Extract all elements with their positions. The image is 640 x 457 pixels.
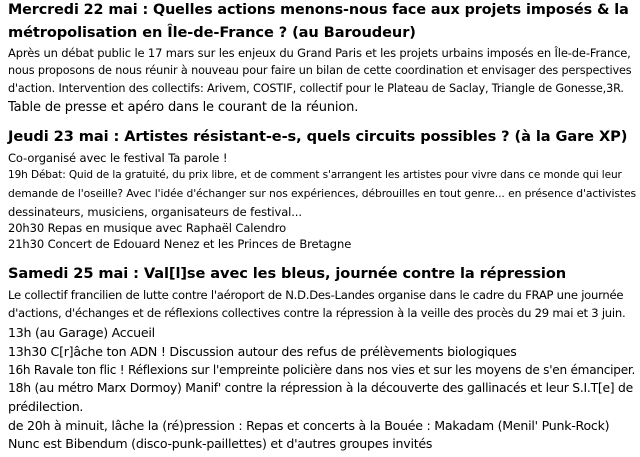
paragraph-line: d'action. Intervention des collectifs: Arivem, COSTIF, collectif pour le Plateau de Saclay, Triangle de Gonesse,3R.: [8, 82, 624, 95]
paragraph-line: dessinateurs, musiciens, organisateurs de festival...: [8, 205, 302, 219]
paragraph-line: 16h Ravale ton flic ! Réflexions sur l'empreinte policière dans nos vies et sur les moyens de s'en émanciper.: [8, 363, 636, 377]
paragraph-line: de 20h à minuit, lâche la (ré)pression : Repas et concerts à la Bouée : Makadam (Menil' Punk-Rock): [8, 418, 610, 433]
paragraph-line: Table de presse et apéro dans le courant de la réunion.: [8, 100, 359, 115]
paragraph-line: demande de l'oseille? Avec l'idée d'échanger sur nos expériences, débrouilles en tout genre... en présence d'activistes: [8, 187, 636, 200]
section-title-wednesday-cont: métropolisation en Île-de-France ? (au Baroudeur): [8, 24, 416, 41]
paragraph-line: 20h30 Repas en musique avec Raphaël Calendro: [8, 221, 287, 235]
paragraph-line: 21h30 Concert de Edouard Nenez et les Princes de Bretagne: [8, 237, 352, 251]
paragraph-line: 13h30 C[r]âche ton ADN ! Discussion autour des refus de prélèvements biologiques: [8, 344, 517, 359]
paragraph-line: prédilection.: [8, 399, 84, 414]
paragraph-line: Le collectif francilien de lutte contre l'aéroport de N.D.Des-Landes organise dans le cadre du FRAP une journée: [8, 288, 624, 302]
paragraph-line: Nunc est Bibendum (disco-punk-paillettes) et d'autres groupes invités: [8, 436, 433, 451]
paragraph-line: 13h (au Garage) Accueil: [8, 325, 155, 340]
paragraph-line: nous proposons de nous réunir à nouveau pour faire un bilan de cette coordination et envisager des perspectives: [8, 64, 632, 77]
paragraph-line: d'actions, d'échanges et de réflexions collectives contre la répression à la veille des procès du 29 mai et 3 juin.: [8, 306, 626, 320]
section-title-thursday: Jeudi 23 mai : Artistes résistant-e-s, quels circuits possibles ? (à la Gare XP): [8, 128, 628, 145]
section-title-saturday: Samedi 25 mai : Val[l]se avec les bleus, journée contre la répression: [8, 265, 567, 282]
paragraph-line: 18h (au métro Marx Dormoy) Manif' contre la répression à la découverte des gallinacés et leur S.I.T[e] de: [8, 381, 633, 395]
paragraph-line: Co-organisé avec le festival Ta parole !: [8, 151, 228, 165]
paragraph-line: 19h Débat: Quid de la gratuité, du prix libre, et de comment s'arrangent les artistes pour vivre dans ce monde qui leur: [8, 169, 622, 181]
paragraph-line: Après un débat public le 17 mars sur les enjeux du Grand Paris et les projets urbains imposés en Île-de-France,: [8, 46, 631, 60]
section-title-wednesday: Mercredi 22 mai : Quelles actions menons-nous face aux projets imposés & la: [8, 2, 629, 18]
